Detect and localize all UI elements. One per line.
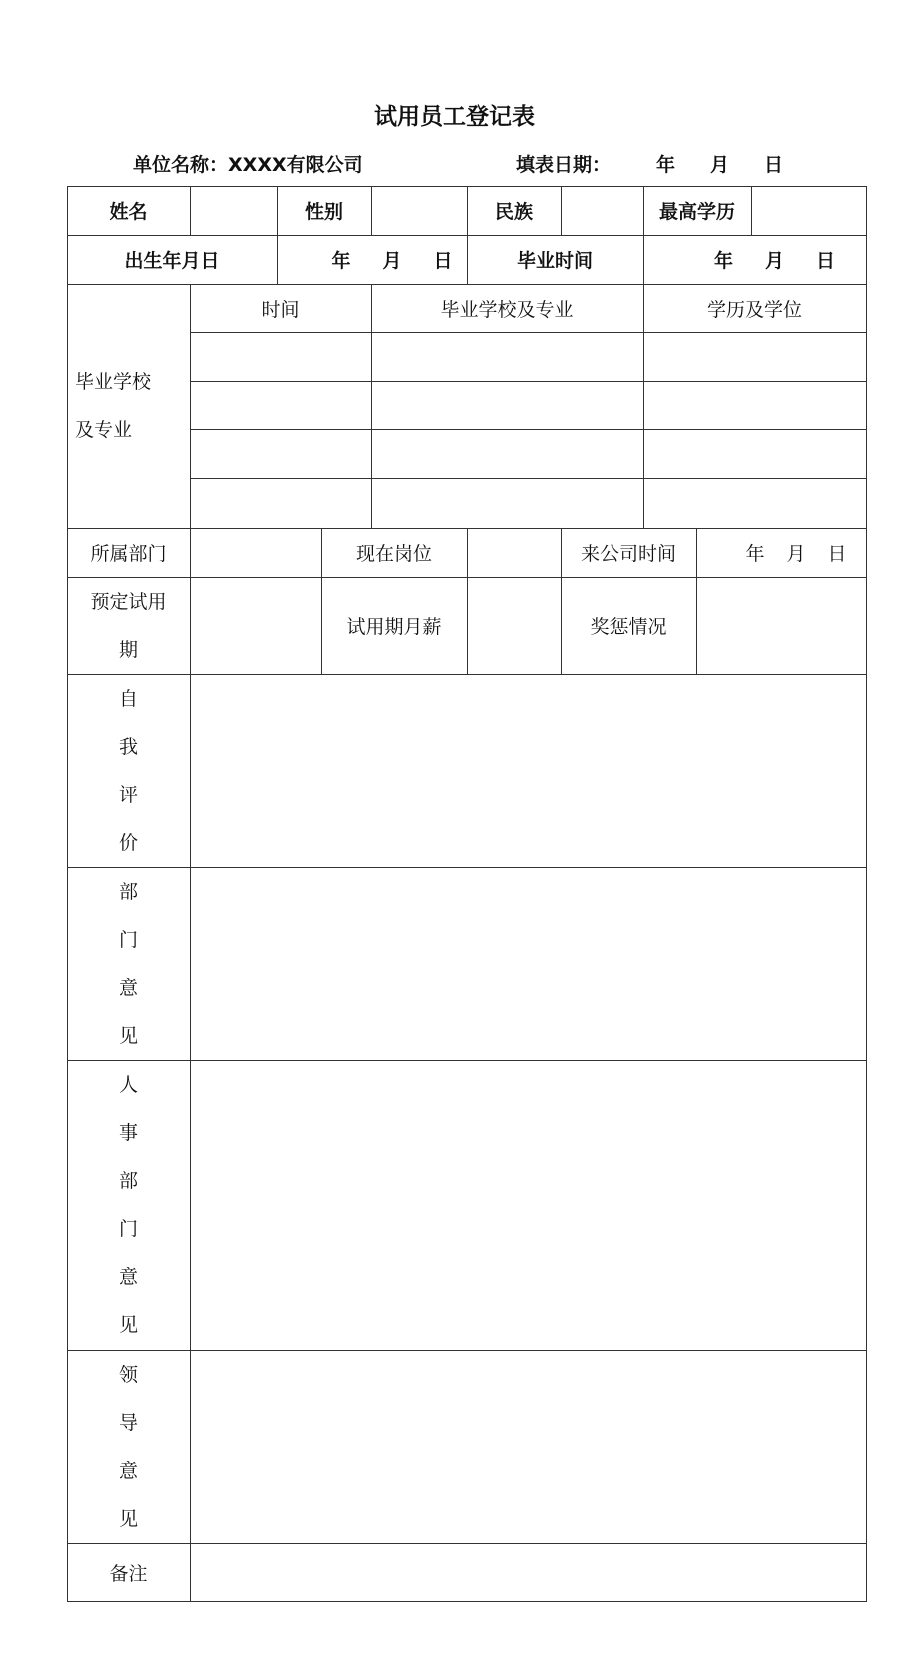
join-day: 日 xyxy=(827,543,847,565)
gender-label: 性别 xyxy=(304,201,343,223)
rewards-field[interactable] xyxy=(697,578,866,674)
birth-year: 年 xyxy=(331,250,351,272)
col-school-header: 毕业学校及专业 xyxy=(440,298,574,321)
graduation-time-label: 毕业时间 xyxy=(516,250,593,272)
hr-opinion-label: 人 事 部 门 意 见 xyxy=(118,1074,138,1336)
hr-opinion-field[interactable] xyxy=(191,1061,866,1350)
unit-field xyxy=(133,150,363,177)
birth-day: 日 xyxy=(433,250,453,272)
unit-label: 单位名称： xyxy=(133,154,229,176)
position-label: 现在岗位 xyxy=(355,543,432,565)
name-field[interactable] xyxy=(191,187,277,235)
dept-opinion-field[interactable] xyxy=(191,868,866,1060)
school-row-1-degree[interactable] xyxy=(644,333,866,381)
graduation-day: 日 xyxy=(816,250,836,272)
probation-period-label: 预定试用 期 xyxy=(90,590,167,661)
probation-period-field[interactable] xyxy=(191,578,321,674)
school-row-4-time[interactable] xyxy=(191,479,371,528)
leader-opinion-label: 领 导 意 见 xyxy=(118,1364,138,1530)
fill-date-day: 日 xyxy=(764,154,784,176)
fill-date-label: 填表日期： xyxy=(516,154,612,176)
education-label: 最高学历 xyxy=(658,201,735,223)
ethnicity-field[interactable] xyxy=(562,187,643,235)
education-field[interactable] xyxy=(752,187,866,235)
remark-label: 备注 xyxy=(109,1562,148,1585)
join-time-label: 来公司时间 xyxy=(580,543,676,565)
dept-label: 所属部门 xyxy=(90,543,167,565)
gender-field[interactable] xyxy=(372,187,467,235)
probation-salary-field[interactable] xyxy=(468,578,561,674)
school-row-1-time[interactable] xyxy=(191,333,371,381)
dept-opinion-label: 部 门 意 见 xyxy=(118,881,138,1047)
school-row-2-degree[interactable] xyxy=(644,382,866,429)
birth-date-field[interactable] xyxy=(277,235,467,284)
school-row-4-degree[interactable] xyxy=(644,479,866,528)
school-row-3-degree[interactable] xyxy=(644,430,866,478)
unit-value: XXXX有限公司 xyxy=(228,154,363,176)
col-time-header: 时间 xyxy=(261,298,300,321)
col-degree-header: 学历及学位 xyxy=(706,298,802,321)
ethnicity-label: 民族 xyxy=(494,201,533,223)
graduation-year: 年 xyxy=(713,250,733,272)
position-field[interactable] xyxy=(468,529,561,577)
school-row-1-school[interactable] xyxy=(372,333,643,381)
join-month: 月 xyxy=(786,543,806,565)
form-title: 试用员工登记表 xyxy=(374,104,535,130)
join-year: 年 xyxy=(745,543,765,565)
self-eval-label: 自 我 评 价 xyxy=(118,688,138,854)
graduation-date-field[interactable] xyxy=(643,235,866,284)
rewards-label: 奖惩情况 xyxy=(590,616,667,638)
school-section-label: 毕业学校 及专业 xyxy=(75,371,152,441)
birth-date-label: 出生年月日 xyxy=(124,250,220,272)
probation-salary-label: 试用期月薪 xyxy=(346,616,442,638)
school-row-2-school[interactable] xyxy=(372,382,643,429)
join-date-field[interactable] xyxy=(696,528,866,577)
name-label: 姓名 xyxy=(109,201,148,223)
school-row-3-school[interactable] xyxy=(372,430,643,478)
self-eval-field[interactable] xyxy=(191,675,866,867)
fill-date-month: 月 xyxy=(710,154,730,176)
school-row-3-time[interactable] xyxy=(191,430,371,478)
remark-field[interactable] xyxy=(191,1544,866,1601)
leader-opinion-field[interactable] xyxy=(191,1351,866,1543)
dept-field[interactable] xyxy=(191,529,321,577)
fill-date-year: 年 xyxy=(656,154,676,176)
school-row-2-time[interactable] xyxy=(191,382,371,429)
birth-month: 月 xyxy=(382,250,402,272)
school-row-4-school[interactable] xyxy=(372,479,643,528)
graduation-month: 月 xyxy=(764,250,784,272)
